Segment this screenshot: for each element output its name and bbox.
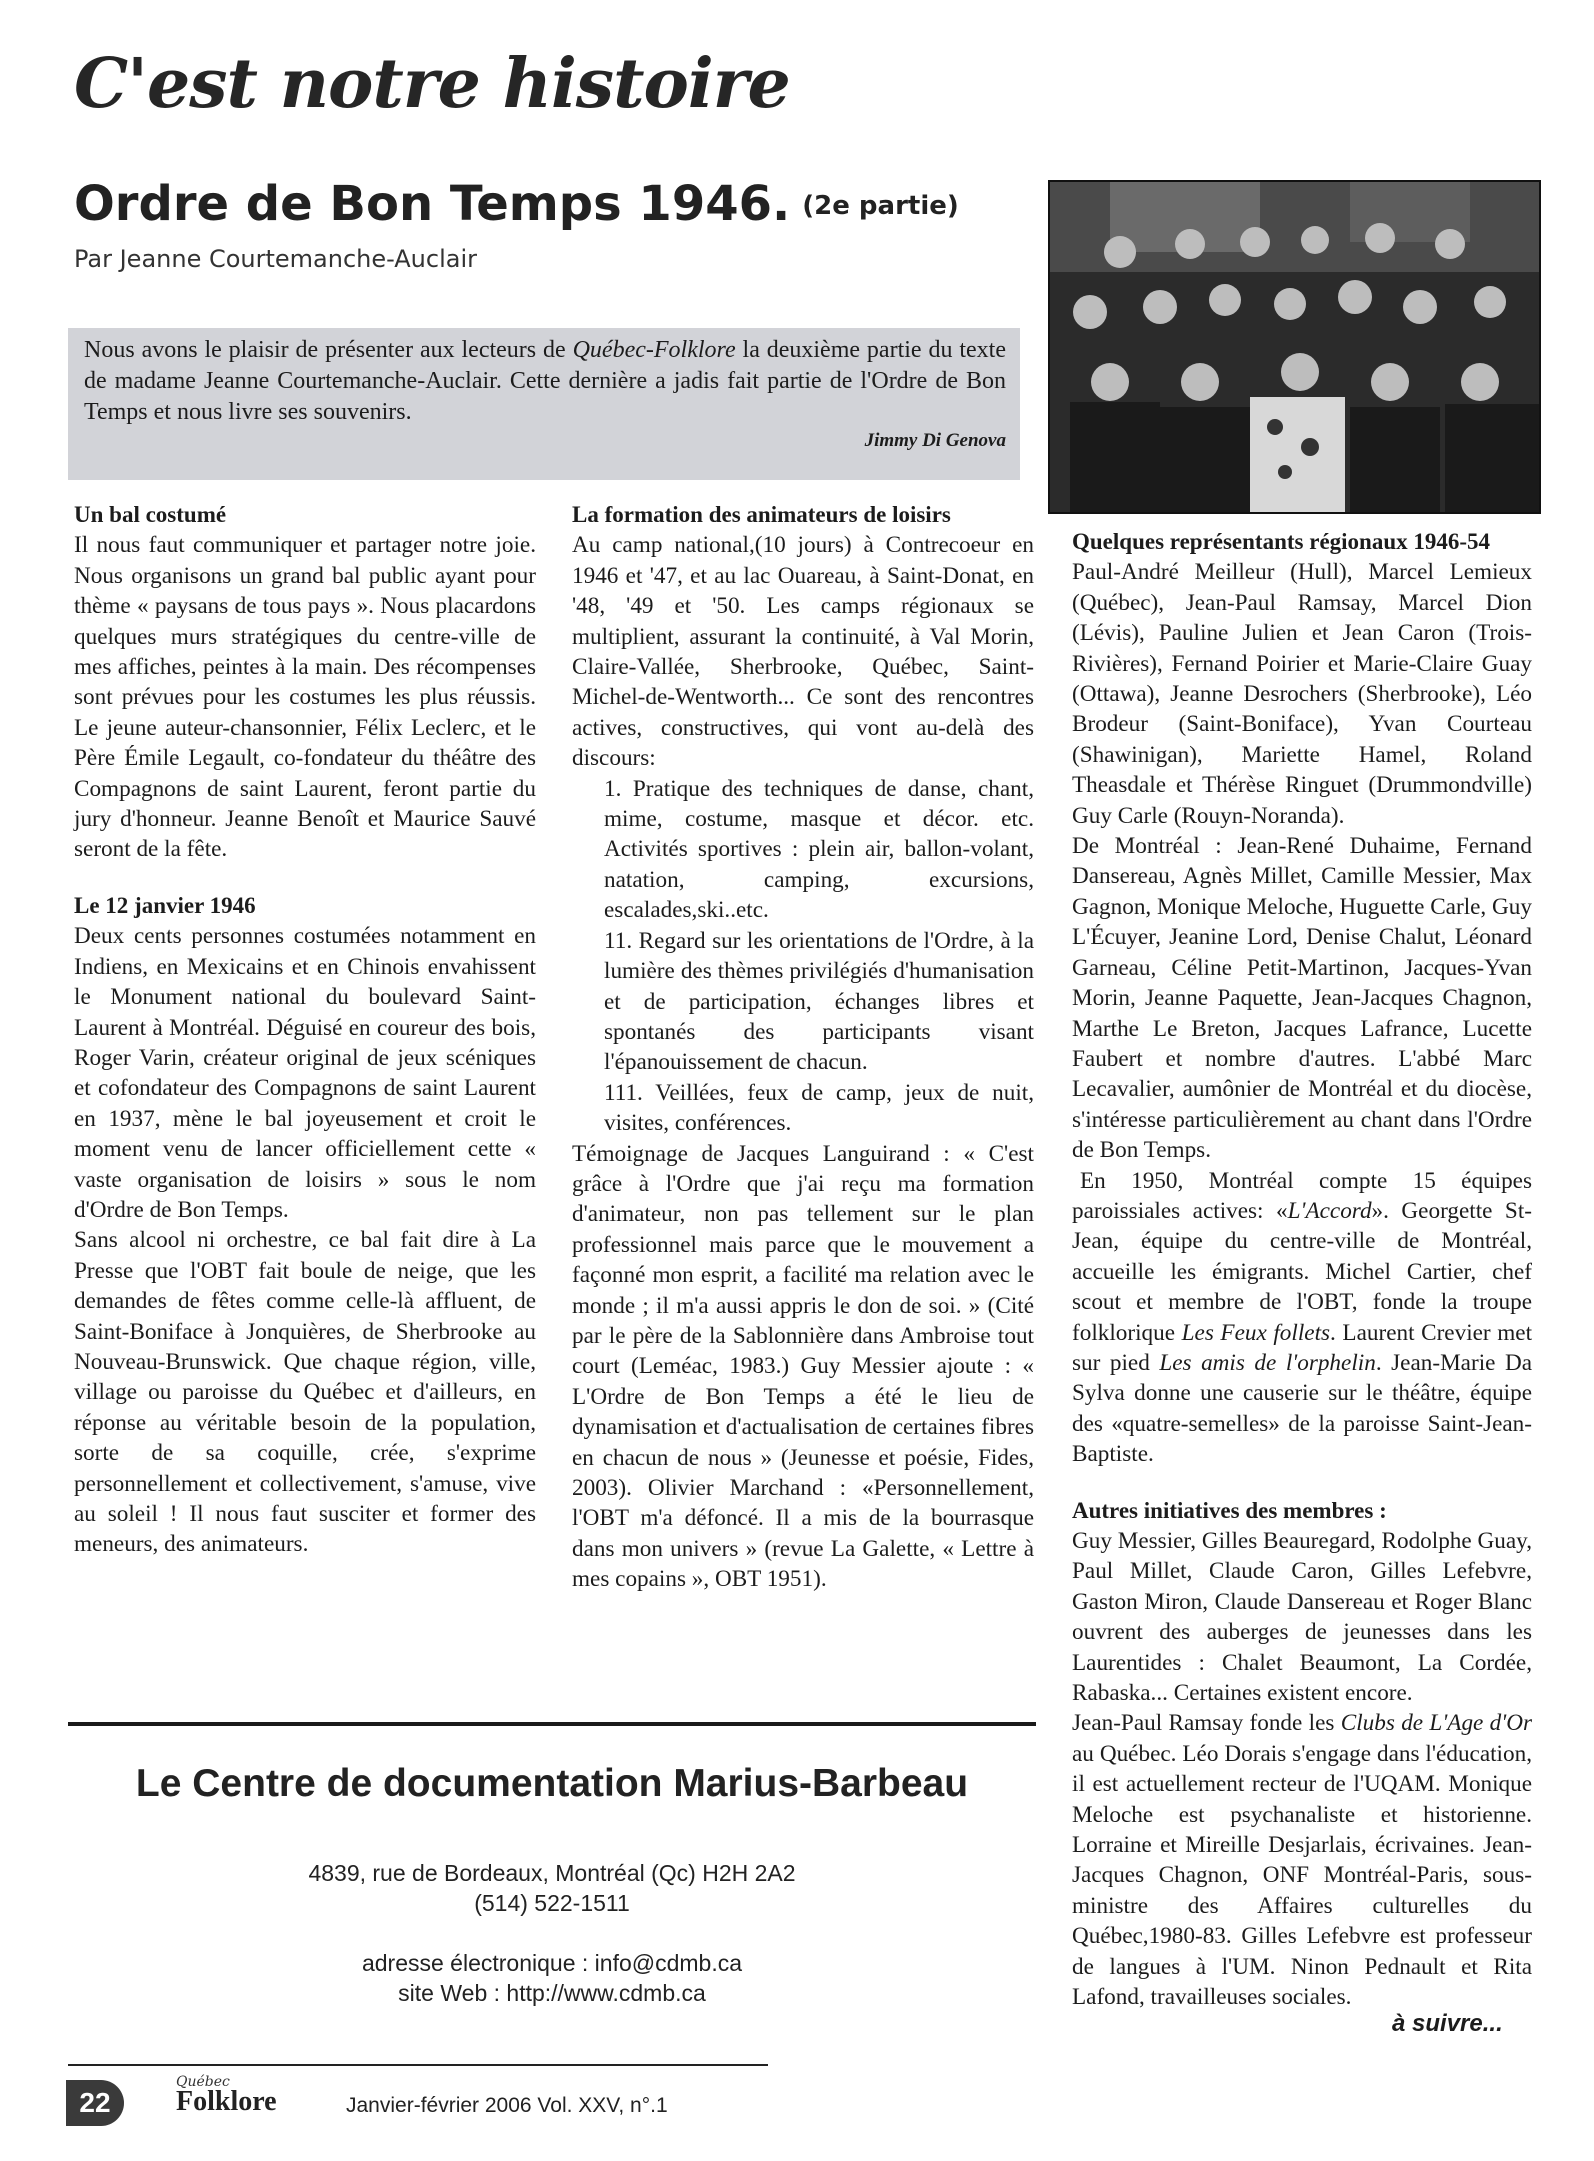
heading-formation: La formation des animateurs de loisirs — [572, 502, 951, 527]
intro-box — [68, 328, 1020, 480]
page-number: 22 — [66, 2080, 124, 2126]
magazine-logo: Folklore — [176, 2086, 277, 2117]
paragraph: Il nous faut communiquer et partager notre joie. Nous organisons un grand bal public ayant pour thème « paysans de tous pays ». Nous placardons quelques murs stratégiques du centre-ville de mes affiches, peintes à la main. Des récompenses sont prévues pour les costumes les plus réussis. Le jeune auteur-chansonnier, Félix Leclerc, et le Père Émile Legault, co-fondateur du théâtre des Compagnons de saint Laurent, feront partie du jury d'honneur. Jeanne Benoît et Maurice Sauvé seront de la fête. — [74, 532, 536, 863]
heading-12-janvier: Le 12 janvier 1946 — [74, 892, 256, 918]
group-photo — [1048, 180, 1541, 514]
paragraph: En 1950, Montréal compte 15 équipes paroissiales actives: «L'Accord». Georgette St-Jean, équipe du centre-ville de Montréal, accueille les émigrants. Michel Cartier, chef scout et membre de l'OBT, fonde la troupe folklorique Les Feux follets. Laurent Crevier met sur pied Les amis de l'orphelin. Jean-Marie Da Sylva donne une causerie sur le théâtre, équipe des «quatre-semelles» de la paroisse Saint-Jean-Baptiste. — [1072, 1167, 1533, 1468]
article-title-text: Ordre de Bon Temps 1946. — [74, 176, 791, 232]
list-item: 1. Pratique des techniques de danse, chant, mime, costume, masque et décor. etc. Activités sportives : plein air, ballon-volant, natation, camping, excursions, escalades,ski..etc. — [604, 775, 1034, 924]
to-be-continued: à suivre... — [1392, 2010, 1503, 2037]
cdmb-website: site Web : http://www.cdmb.ca — [398, 1980, 706, 2006]
intro-signature: Jimmy Di Genova — [864, 430, 1006, 451]
paragraph: Guy Messier, Gilles Beauregard, Rodolphe Guay, Paul Millet, Claude Caron, Gilles Lefebvre, Gaston Miron, Claude Dansereau et Roger Blanc ouvrent des auberges de jeunesses dans les Laurentides : Chalet Beaumont, La Cordée, Rabaska... Certaines existent encore. — [1072, 1528, 1532, 1707]
paragraph: Paul-André Meilleur (Hull), Marcel Lemieux (Québec), Jean-Paul Ramsay, Marcel Dion (Lévis), Pauline Julien et Jean Caron (Trois-Rivières), Fernand Poirier et Marie-Claire Guay (Ottawa), Jeanne Desrochers (Sherbrooke), Léo Brodeur (Saint-Boniface), Yvan Courteau (Shawinigan), Mariette Hamel, Roland Theasdale et Thérèse Ringuet (Drummondville) Guy Carle (Rouyn-Noranda). — [1072, 559, 1532, 829]
magazine-name: Québec-Folklore — [572, 337, 736, 363]
section-title: C'est notre histoire — [74, 44, 790, 124]
byline: Par Jeanne Courtemanche-Auclair — [74, 245, 477, 273]
paragraph: Deux cents personnes costumées notamment en Indiens, en Mexicains et en Chinois envahissent le Monument national du boulevard Saint-Laurent à Montréal. Déguisé en coureur des bois, Roger Varin, créateur original de jeux scéniques et cofondateur des Compagnons de saint Laurent en 1937, mène le bal joyeusement et croit le moment venu de lancer officiellement cette « vaste organisation de loisirs » sous le nom d'Ordre de Bon Temps. — [74, 923, 536, 1223]
paragraph: Jean-Paul Ramsay fonde les Clubs de L'Age d'Or au Québec. Léo Dorais s'engage dans l'éducation, il est actuellement recteur de l'UQAM. Monique Meloche est psychanaliste et historienne. Lorraine et Mireille Desjarlais, écrivaines. Jean-Jacques Chagnon, ONF Montréal-Paris, sous-ministre des Affaires culturelles du Québec,1980-83. Gilles Lefebvre est professeur de langues à l'UM. Ninon Pednault et Rita Lafond, travailleuses sociales. — [1072, 1710, 1532, 2011]
heading-bal-costume: Un bal costumé — [74, 502, 227, 527]
issue-info: Janvier-février 2006 Vol. XXV, n°.1 — [346, 2094, 668, 2117]
paragraph: Au camp national,(10 jours) à Contrecoeur en 1946 et '47, et au lac Ouareau, à Saint-Donat, en '48, '49 et '50. Les camps régionaux se multiplient, assurant la continuité, à Val Morin, Claire-Vallée, Sherbrooke, Québec, Saint-Michel-de-Wentworth... Ce sont des rencontres actives, constructives, qui vont au-delà des discours: — [572, 532, 1034, 772]
heading-representants: Quelques représentants régionaux 1946-54 — [1072, 529, 1491, 554]
column-1 — [74, 500, 536, 1560]
cdmb-title: Le Centre de documentation Marius-Barbeau — [135, 1762, 969, 1805]
paragraph: Témoignage de Jacques Languirand : « C'est grâce à l'Ordre que j'ai reçu ma formation d'animateur, non pas tellement sur le plan professionnel mais parce que le mouvement a façonné mon esprit, a facilité ma relation avec le monde ; il m'a aussi appris le don de soi. » (Cité par le père de la Sablonnière dans Ambroise tout court (Leméac, 1983.) Guy Messier ajoute : « L'Ordre de Bon Temps a été le lieu de dynamisation et d'actualisation de certaines fibres en chacun de nous » (Jeunesse et poésie, Fides, 2003). Olivier Marchand : «Personnellement, l'OBT m'a défoncé. Il a mis de la bourrasque dans mon univers » (revue La Galette, « Lettre à mes copains », OBT 1951). — [572, 1140, 1034, 1593]
divider — [68, 1722, 1036, 1726]
intro-text: Nous avons le plaisir de présenter aux lecteurs de Québec-Folklore la deuxième partie du texte de madame Jeanne Courtemanche-Auclair. Cette dernière a jadis fait partie de l'Ordre de Bon Temps et nous livre ses souvenirs. — [84, 337, 1006, 425]
cdmb-contact — [68, 1858, 1036, 2008]
cdmb-address: 4839, rue de Bordeaux, Montréal (Qc) H2H 2A2 — [308, 1860, 796, 1886]
paragraph: Sans alcool ni orchestre, ce bal fait dire à La Presse que l'OBT fait boule de neige, que les demandes de fêtes comme celle-là affluent, de Saint-Boniface à Jonquières, de Sherbrooke au Nouveau-Brunswick. Que chaque région, ville, village ou paroisse du Québec et d'ailleurs, en réponse au véritable besoin de la population, sorte de sa coquille, crée, s'exprime personnellement et collectivement, s'amuse, vive au soleil ! Il nous faut susciter et former des meneurs, des animateurs. — [74, 1227, 536, 1558]
article-part: (2e partie) — [802, 191, 959, 221]
article-title — [74, 176, 959, 232]
group-photo-image — [1050, 182, 1539, 512]
magazine-logo-top: Québec — [176, 2074, 230, 2090]
cdmb-phone: (514) 522-1511 — [474, 1890, 630, 1916]
paragraph: De Montréal : Jean-René Duhaime, Fernand Dansereau, Agnès Millet, Camille Messier, Max Gagnon, Monique Meloche, Huguette Carle, Guy L'Écuyer, Jeanine Lord, Denise Chalut, Léonard Garneau, Céline Petit-Martinon, Jacques-Yvan Morin, Jeanne Paquette, Jean-Jacques Chagnon, Marthe Le Breton, Jacques Lafrance, Lucette Faubert et nombre d'autres. L'abbé Marc Lecavalier, aumônier de Montréal et du diocèse, s'intéresse particulièrement au chant dans l'Ordre de Bon Temps. — [1072, 833, 1532, 1164]
heading-autres-initiatives: Autres initiatives des membres : — [1072, 1497, 1387, 1523]
column-3 — [1072, 527, 1532, 2013]
cdmb-email: adresse électronique : info@cdmb.ca — [361, 1950, 743, 1976]
list-item: 11. Regard sur les orientations de l'Ordre, à la lumière des thèmes privilégiés d'humanisation et de participation, échanges libres et spontanés des participants visant l'épanouissement de chacun. — [604, 927, 1034, 1076]
footer-divider — [68, 2064, 768, 2066]
list-item: 111. Veillées, feux de camp, jeux de nuit, visites, conférences. — [604, 1079, 1034, 1137]
column-2 — [572, 500, 1034, 1595]
